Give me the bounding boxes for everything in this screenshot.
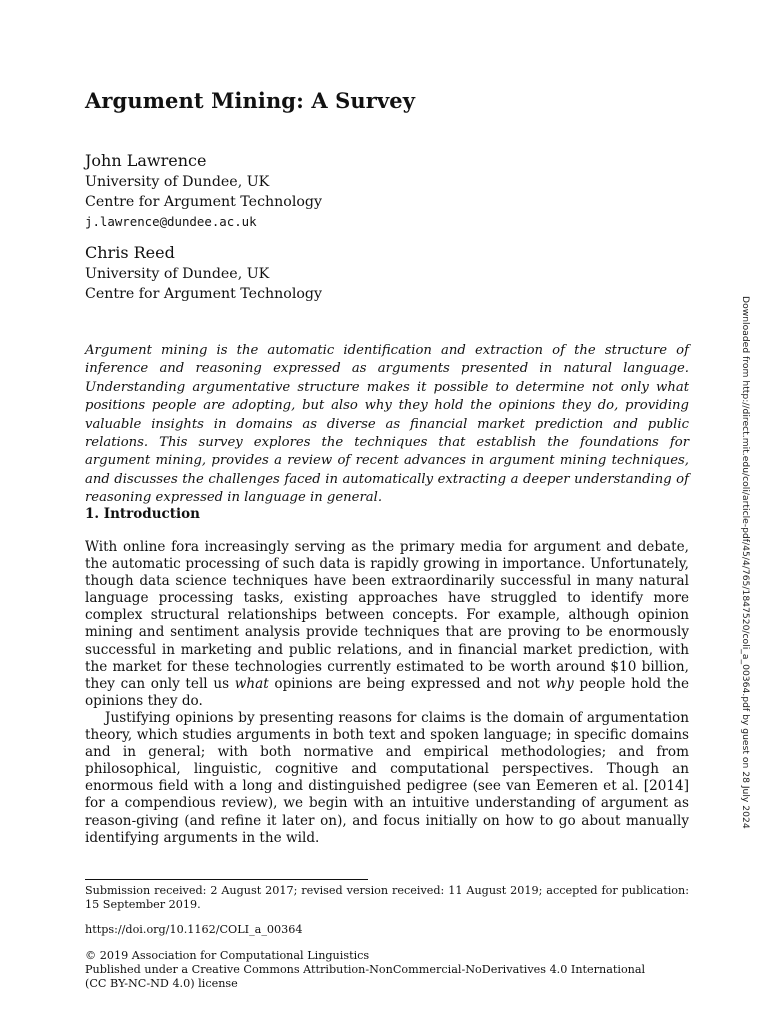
section-heading: 1. Introduction bbox=[85, 506, 200, 522]
introduction-body bbox=[85, 539, 689, 847]
author-block-2 bbox=[85, 242, 322, 304]
paragraph-2: Justifying opinions by presenting reasons for claims is the domain of argumentation theory, which studies arguments in both text and spoken language; in specific domains and in general; with both normative and empirical methodologies; and from philosophical, linguistic, cognitive and computational perspectives. Though an enormous field with a long and distinguished pedigree (see van Eemeren et al. [2014] for a compendious review), we begin with an intuitive understanding of argument as reason-giving (and refine it later on), and focus initially on how to go about manually identifying arguments in the wild. bbox=[85, 709, 689, 846]
author-email: j.lawrence@dundee.ac.uk bbox=[85, 214, 257, 229]
author-name: Chris Reed bbox=[85, 243, 175, 262]
license-line: Published under a Creative Commons Attribution-NonCommercial-NoDerivatives 4.0 International bbox=[85, 963, 646, 976]
emphasis-what: what bbox=[234, 675, 269, 692]
paragraph-1 bbox=[85, 539, 689, 710]
download-watermark: Downloaded from http://direct.mit.edu/coli/article-pdf/45/4/765/1847520/coli_a_00364.pdf by guest on 28 July 2024 bbox=[740, 296, 751, 829]
license-line: (CC BY-NC-ND 4.0) license bbox=[85, 977, 238, 990]
copyright-block bbox=[85, 949, 689, 991]
paragraph-text: people hold the opinions they do. bbox=[85, 675, 690, 709]
author-affiliation-centre: Centre for Argument Technology bbox=[85, 194, 323, 210]
abstract: Argument mining is the automatic identification and extraction of the structure of inference and reasoning expressed as arguments presented in natural language. Understanding argumentative structure makes it possible to determine not only what positions people are adopting, but also why they hold the opinions they do, providing valuable insights in domains as diverse as financial market prediction and public relations. This survey explores the techniques that establish the foundations for argument mining, provides a review of recent advances in argument mining techniques, and discusses the challenges faced in automatically extracting a deeper understanding of reasoning expressed in language in general. bbox=[85, 343, 689, 506]
submission-note: Submission received: 2 August 2017; revised version received: 11 August 2019; accepted for publication: 15 September 2019. bbox=[85, 884, 689, 911]
author-affiliation-university: University of Dundee, UK bbox=[85, 174, 270, 190]
paragraph-text: With online fora increasingly serving as the primary media for argument and debate, the automatic processing of such data is rapidly growing in importance. Unfortunately, though data science techniques have been extraordinarily successful in many natural language processing tasks, existing approaches have struggled to identify more complex structural relationships between concepts. For example, although opinion mining and sentiment analysis provide techniques that are proving to be enormously successful in marketing and public relations, and in financial market prediction, with the market for these technologies currently estimated to be worth around $10 billion, they can only tell us bbox=[85, 539, 689, 692]
author-affiliation-centre: Centre for Argument Technology bbox=[85, 286, 323, 302]
author-name: John Lawrence bbox=[85, 151, 207, 170]
author-affiliation-university: University of Dundee, UK bbox=[85, 266, 270, 282]
paragraph-text: opinions are being expressed and not bbox=[268, 675, 546, 692]
doi-link[interactable]: https://doi.org/10.1162/COLI_a_00364 bbox=[85, 923, 303, 936]
copyright-line: © 2019 Association for Computational Linguistics bbox=[85, 949, 370, 962]
footnote-rule bbox=[85, 879, 368, 880]
paper-title: Argument Mining: A Survey bbox=[85, 88, 416, 113]
emphasis-why: why bbox=[545, 675, 574, 692]
author-block-1 bbox=[85, 150, 322, 232]
